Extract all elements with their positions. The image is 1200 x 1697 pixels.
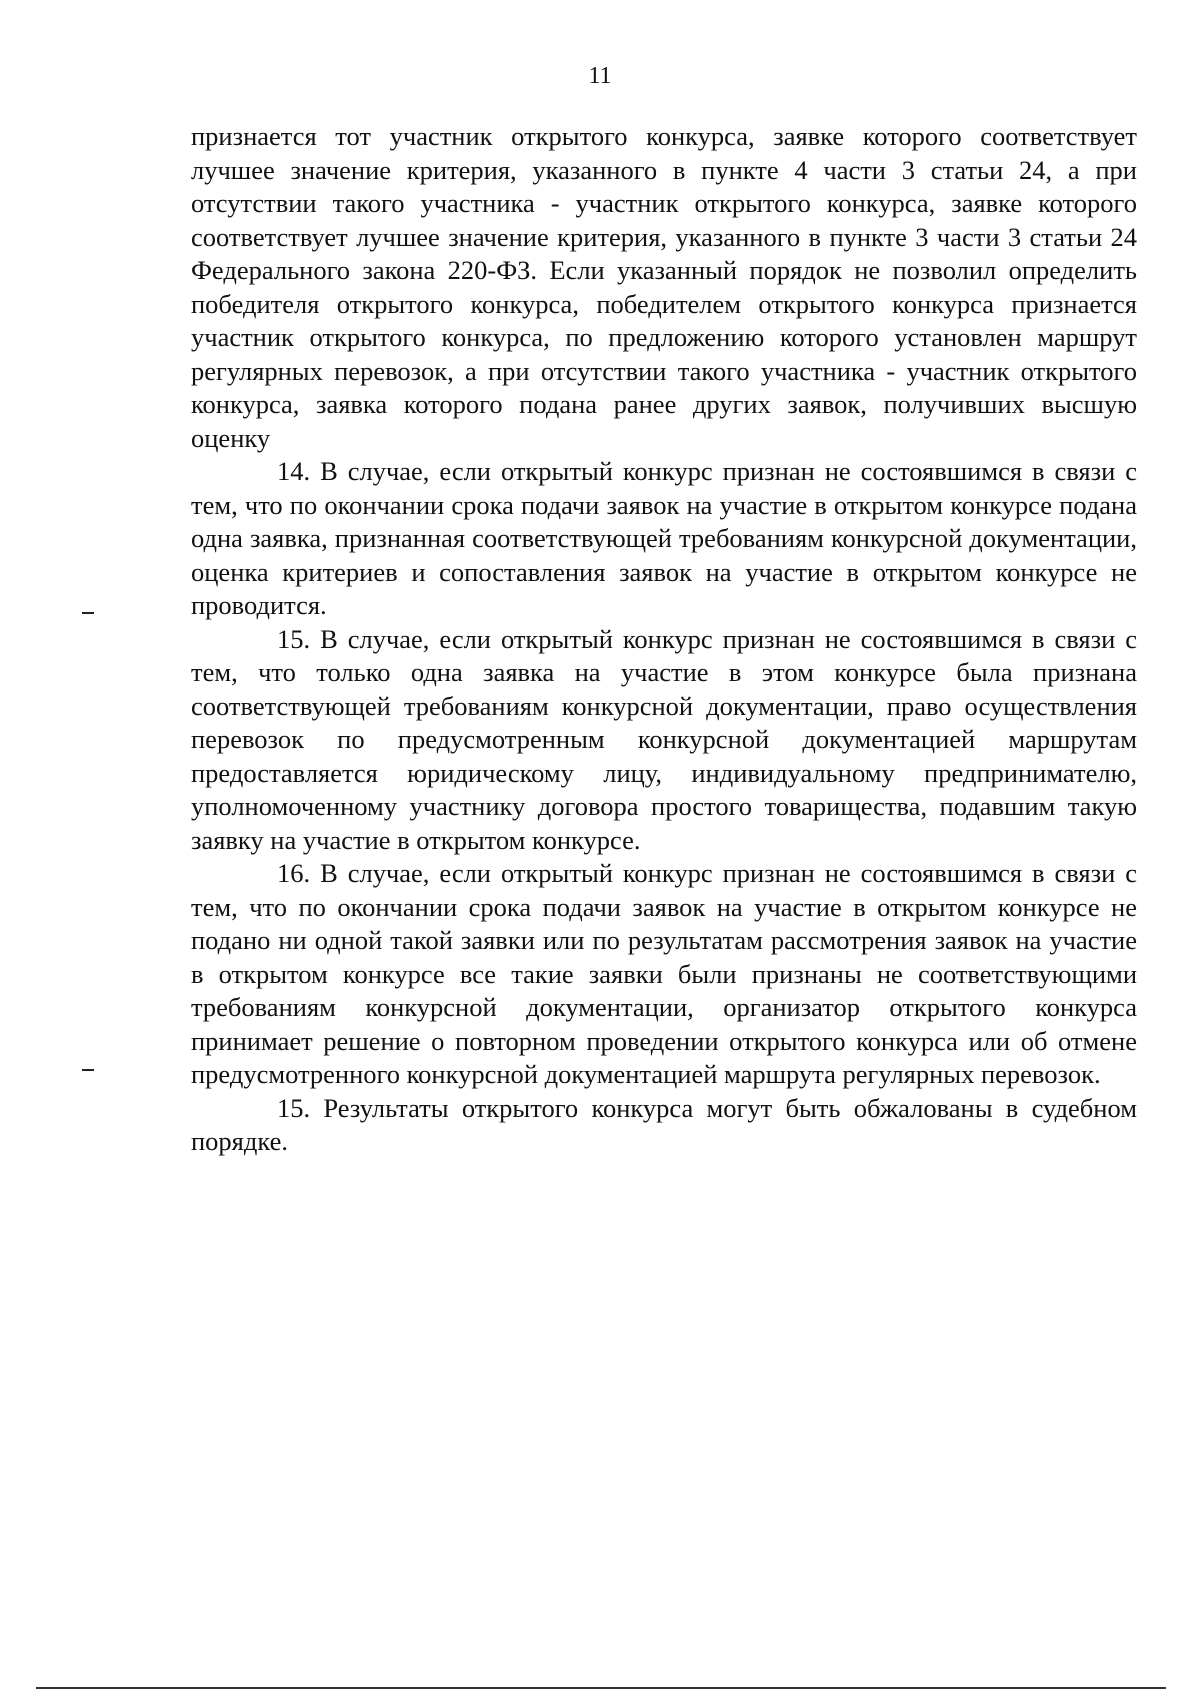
bottom-scan-edge [36,1687,1166,1689]
paragraph-15-appeal: 15. Результаты открытого конкурса могут быть обжалованы в судебном порядке. [191,1092,1137,1156]
paragraph-16: 16. В случае, если открытый конкурс признан не состоявшимся в связи с тем, что по окончании срока подачи заявок на участие в открытом конкурсе не подано ни одной такой заявки или по результатам рассмотрения заявок на участие в открытом конкурсе все такие заявки были признаны не соответствующими требованиям конкурсной документации, организатор открытого конкурса принимает решение о повторном проведении открытого конкурса или об отмене предусмотренного конкурсной документацией маршрута регулярных перевозок. [191,858,1137,1089]
paragraph-15: 15. В случае, если открытый конкурс признан не состоявшимся в связи с тем, что только одна заявка на участие в этом конкурсе была признана соответствующей требованиям конкурсной документации, право осуществления перевозок по предусмотренным конкурсной документацией маршрутам предоставляется юридическому лицу, индивидуальному предпринимателю, уполномоченному участнику договора простого товарищества, подавшим такую заявку на участие в открытом конкурсе. [191,623,1137,855]
paragraph-14: 14. В случае, если открытый конкурс признан не состоявшимся в связи с тем, что по окончании срока подачи заявок на участие в открытом конкурсе подана одна заявка, признанная соответствующей требованиям конкурсной документации, оценка критериев и сопоставления заявок на участие в открытом конкурсе не проводится. [191,456,1137,620]
paragraph-continuation: признается тот участник открытого конкурса, заявке которого соответствует лучшее значение критерия, указанного в пункте 4 части 3 статьи 24, а при отсутствии такого участника - участник открытого конкурса, заявке которого соответствует лучшее значение критерия, указанного в пункте 3 части 3 статьи 24 Федерального закона 220-ФЗ. Если указанный порядок не позволил определить победителя открытого конкурса, победителем открытого конкурса признается участник открытого конкурса, по предложению которого установлен маршрут регулярных перевозок, а при отсутствии такого участника - участник открытого конкурса, заявка которого подана ранее других заявок, получивших высшую оценку [191,121,1137,453]
margin-mark [82,612,94,614]
margin-mark [82,1069,94,1071]
page-number: 11 [588,63,612,89]
document-body [191,120,1137,1159]
